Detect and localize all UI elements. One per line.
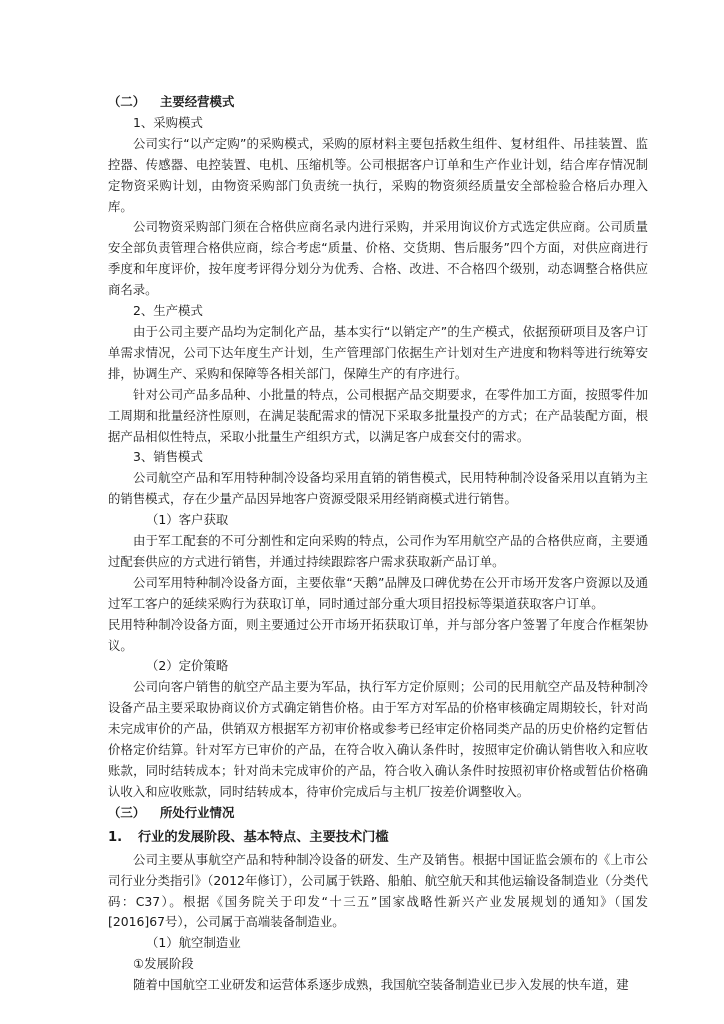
document-page [108,92,648,996]
subsection-title-production: 2、生产模式 [133,303,203,319]
paragraph: 公司主要从事航空产品和特种制冷设备的研发、生产及销售。根据中国证监会颁布的《上市公司行业分类指引》（2012年修订），公司属于铁路、船舶、航空航天和其他运输设备制造业（分类代码：C37）。根据《国务院关于印发“十三五”国家战略性新兴产业发展规划的通知》（国发[2016]67号），公司属于高端装备制造业。 [108,851,648,930]
subsection-title-aviation: （1）航空制造业 [146,935,241,951]
section-heading-business-model [108,92,648,113]
section-number: （三） [108,804,146,820]
subsection-title-customer-acquisition: （1）客户获取 [146,512,229,528]
paragraph: 公司向客户销售的航空产品主要为军品，执行军方定价原则；公司的民用航空产品及特种制冷设备产品主要采取协商议价方式确定销售价格。由于军方对军品的价格审核确定周期较长，针对尚未完成审价的产品，供销双方根据军方初审价格或参考已经审定价格同类产品的历史价格约定暂估价格定价结算。针对军方已审价的产品，在符合收入确认条件时，按照审定价确认销售收入和应收账款，同时结转成本；针对尚未完成审价的产品，符合收入确认条件时按照初审价格或暂估价格确认收入和应收账款，同时结转成本，待审价完成后与主机厂按差价调整收入。 [108,679,648,799]
section-title: 所处行业情况 [160,804,235,820]
paragraph: 公司军用特种制冷设备方面，主要依靠“天鹅”品牌及口碑优势在公开市场开发客户资源以及通过军工客户的延续采购行为获取订单，同时通过部分重大项目招投标等渠道获取客户订单。 [108,574,648,611]
paragraph: 公司实行“以产定购”的采购模式，采购的原材料主要包括救生组件、复材组件、吊挂装置、监控器、传感器、电控装置、电机、压缩机等。公司根据客户订单和生产作业计划，结合库存情况制定物资采购计划，由物资采购部门负责统一执行，采购的物资须经质量安全部检验合格后办理入库。 [108,135,648,214]
paragraph: 由于公司主要产品均为定制化产品，基本实行“以销定产”的生产模式，依据预研项目及客户订单需求情况，公司下达年度生产计划，生产管理部门依据生产计划对生产进度和物料等进行统筹安排，协调生产、采购和保障等各相关部门，保障生产的有序进行。 [108,323,648,381]
subsection-number: 1. [108,829,123,845]
paragraph: 民用特种制冷设备方面，则主要通过公开市场开拓获取订单，并与部分客户签署了年度合作框架协议。 [108,616,648,653]
subsection-title-stage: ①发展阶段 [133,956,194,972]
section-title: 主要经营模式 [160,94,235,109]
subsection-title-procurement: 1、采购模式 [133,114,203,130]
paragraph: 随着中国航空工业研发和运营体系逐步成熟，我国航空装备制造业已步入发展的快车道，建 [133,977,629,993]
paragraph: 由于军工配套的不可分割性和定向采购的特点，公司作为军用航空产品的合格供应商，主要通过配套供应的方式进行销售，并通过持续跟踪客户需求获取新产品订单。 [108,533,648,569]
section-number: （二） [108,94,146,109]
section-heading-industry [108,803,648,824]
paragraph: 公司航空产品和军用特种制冷设备均采用直销的销售模式，民用特种制冷设备采用以直销为主的销售模式，存在少量产品因异地客户资源受限采用经销商模式进行销售。 [108,470,648,507]
paragraph: 公司物资采购部门须在合格供应商名录内进行采购，并采用询议价方式选定供应商。公司质量安全部负责管理合格供应商，综合考虑“质量、价格、交货期、售后服务”四个方面，对供应商进行季度和年度评价，按年度考评得分划分为优秀、合格、改进、不合格四个级别，动态调整合格供应商名录。 [108,219,648,298]
subsection-heading-development [108,826,648,850]
subsection-title-sales: 3、销售模式 [133,449,203,465]
paragraph: 针对公司产品多品种、小批量的特点，公司根据产品交期要求，在零件加工方面，按照零件加工周期和批量经济性原则，在满足装配需求的情况下采取多批量投产的方式；在产品装配方面，根据产品相似性特点，采取小批量生产组织方式，以满足客户成套交付的需求。 [108,386,648,444]
subsection-title: 行业的发展阶段、基本特点、主要技术门槛 [138,829,389,845]
subsection-title-pricing: （2）定价策略 [146,658,229,674]
